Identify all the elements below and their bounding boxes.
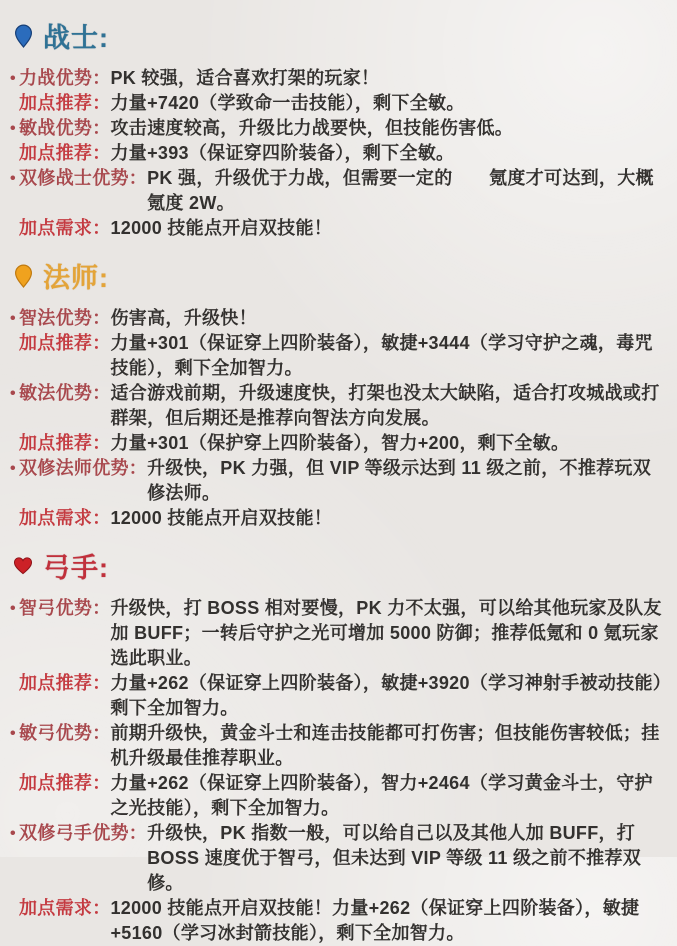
entry-label: 智弓优势：: [19, 598, 111, 618]
guide-entry: [10, 216, 663, 241]
entry-text: 前期升级快，黄金斗士和连击技能都可打伤害；但技能伤害较低；挂机升级最佳推荐职业。: [110, 723, 660, 768]
entry-label: 加点需求：: [19, 218, 111, 238]
entry-label: 加点需求：: [19, 898, 111, 918]
section-mage: [10, 256, 663, 531]
entry-text: 力量+7420（学致命一击技能），剩下全敏。: [110, 93, 465, 113]
entry-text: 12000 技能点开启双技能！力量+262（保证穿上四阶装备），敏捷+5160（学习冰封箭技能），剩下全加智力。: [110, 898, 640, 943]
bullet-marker: •: [10, 385, 16, 402]
entry-text: 12000 技能点开启双技能！: [110, 508, 333, 528]
entry-label: 加点推荐：: [19, 93, 111, 113]
entry-label: 加点推荐：: [19, 673, 111, 693]
entry-text: 12000 技能点开启双技能！: [110, 218, 333, 238]
guide-entry: [10, 141, 663, 166]
entry-label: 双修弓手优势：: [19, 823, 148, 843]
guide-entry: [10, 116, 663, 141]
section-header-archer: [14, 546, 663, 585]
blue-drop-icon: [14, 24, 32, 48]
entry-text: 力量+262（保证穿上四阶装备），智力+2464（学习黄金斗士，守护之光技能），剩下全加智力。: [110, 773, 653, 818]
section-title: 法师:: [43, 263, 109, 293]
entry-text: 攻击速度较高，升级比力战要快，但技能伤害低。: [110, 118, 514, 138]
entry-label: 智法优势：: [19, 308, 111, 328]
section-header-warrior: [14, 16, 663, 55]
guide-entry: [10, 506, 663, 531]
section-header-mage: [14, 256, 663, 295]
entry-label: 敏法优势：: [19, 383, 111, 403]
entry-label: 敏弓优势：: [19, 723, 111, 743]
entry-label: 双修战士优势：: [19, 168, 148, 188]
entry-text: 力量+262（保证穿上四阶装备），敏捷+3920（学习神射手被动技能）剩下全加智力。: [110, 673, 663, 718]
section-title: 战士:: [43, 23, 109, 53]
guide-entry: [10, 91, 663, 116]
red-heart-icon: [14, 557, 32, 575]
guide-entry: [10, 66, 663, 91]
entry-label: 力战优势：: [19, 68, 111, 88]
guide-entry: [10, 771, 663, 821]
guide-entry: [10, 331, 663, 381]
bullet-marker: •: [10, 170, 16, 187]
orange-drop-icon: [14, 264, 32, 288]
entry-text: 升级快，PK 力强，但 VIP 等级示达到 11 级之前，不推荐玩双修法师。: [147, 458, 652, 503]
guide-entry: [10, 166, 663, 216]
entry-text: PK 较强，适合喜欢打架的玩家！: [110, 68, 380, 88]
guide-entry: [10, 306, 663, 331]
guide-entry: [10, 671, 663, 721]
entry-text: 升级快，PK 指数一般，可以给自己以及其他人加 BUFF，打 BOSS 速度优于智弓，但未达到 VIP 等级 11 级之前不推荐双修。: [147, 823, 642, 893]
bullet-marker: •: [10, 460, 16, 477]
entry-text: PK 强，升级优于力战，但需要一定的 氪度才可达到，大概氪度 2W。: [147, 168, 654, 213]
entry-label: 加点推荐：: [19, 143, 111, 163]
entry-text: 力量+301（保证穿上四阶装备），敏捷+3444（学习守护之魂，毒咒技能），剩下全加智力。: [110, 333, 653, 378]
guide-entry: [10, 896, 663, 946]
entry-text: 升级快，打 BOSS 相对要慢，PK 力不太强，可以给其他玩家及队友加 BUFF；一转后守护之光可增加 5000 防御；推荐低氪和 0 氪玩家选此职业。: [110, 598, 662, 668]
section-warrior: [10, 16, 663, 241]
entry-text: 力量+393（保证穿四阶装备），剩下全敏。: [110, 143, 455, 163]
guide-entry: [10, 721, 663, 771]
entry-text: 伤害高，升级快！: [110, 308, 257, 328]
entry-label: 加点推荐：: [19, 773, 111, 793]
bullet-marker: •: [10, 600, 16, 617]
entry-text: 适合游戏前期，升级速度快，打架也没太大缺陷，适合打攻城战或打群架，但后期还是推荐向智法方向发展。: [110, 383, 660, 428]
guide-entry: [10, 821, 663, 896]
bullet-marker: •: [10, 310, 16, 327]
entry-label: 敏战优势：: [19, 118, 111, 138]
entry-label: 加点推荐：: [19, 333, 111, 353]
guide-entry: [10, 431, 663, 456]
bullet-marker: •: [10, 120, 16, 137]
bullet-marker: •: [10, 725, 16, 742]
entry-label: 加点推荐：: [19, 433, 111, 453]
guide-entry: [10, 596, 663, 671]
section-archer: [10, 546, 663, 946]
bullet-marker: •: [10, 825, 16, 842]
guide-entry: [10, 456, 663, 506]
entry-text: 力量+301（保护穿上四阶装备），智力+200，剩下全敏。: [110, 433, 570, 453]
section-title: 弓手:: [43, 553, 109, 583]
entry-label: 双修法师优势：: [19, 458, 148, 478]
guide-entry: [10, 381, 663, 431]
bullet-marker: •: [10, 70, 16, 87]
entry-label: 加点需求：: [19, 508, 111, 528]
